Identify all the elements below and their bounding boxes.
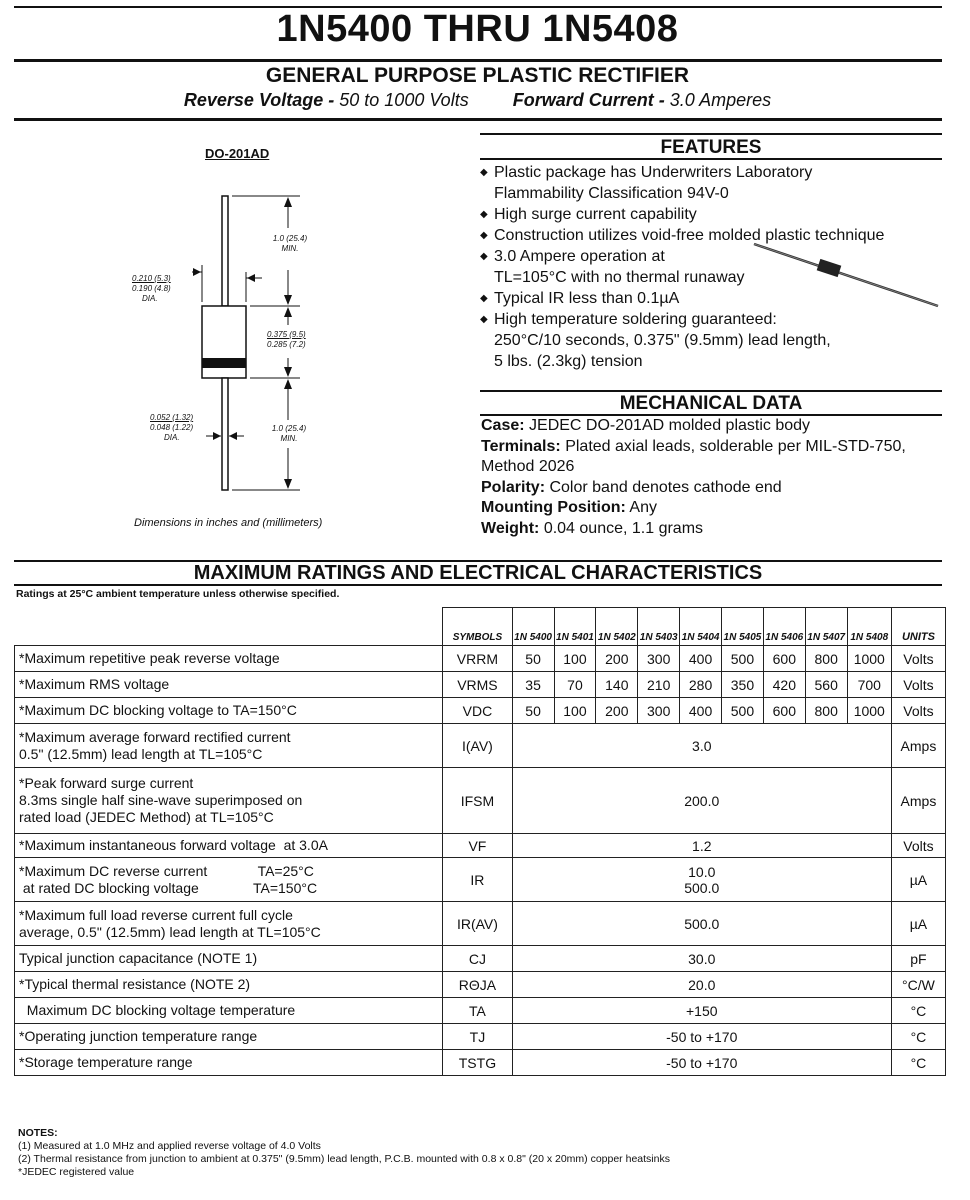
value-cell: 200	[596, 646, 638, 672]
symbol-cell: IR	[443, 858, 512, 902]
symbol-cell: TA	[443, 998, 512, 1024]
value-cell: +150	[512, 998, 891, 1024]
parameter-cell: *Maximum repetitive peak reverse voltage	[15, 646, 443, 672]
symbol-cell: VF	[443, 834, 512, 858]
value-cell: 400	[680, 646, 722, 672]
unit-cell: Volts	[891, 646, 945, 672]
symbol-cell: TSTG	[443, 1050, 512, 1076]
dimensions-caption: Dimensions in inches and (millimeters)	[134, 517, 323, 529]
value-cell: 600	[763, 646, 805, 672]
value-cell: 50	[512, 698, 554, 724]
value-cell: -50 to +170	[512, 1050, 891, 1076]
ratings-heading: MAXIMUM RATINGS AND ELECTRICAL CHARACTERISTICS	[193, 562, 763, 584]
value-cell: 500	[722, 646, 764, 672]
unit-cell: °C	[891, 1024, 945, 1050]
table-row	[15, 672, 946, 698]
unit-cell: °C/W	[891, 972, 945, 998]
value-cell: 700	[847, 672, 891, 698]
table-row	[15, 998, 946, 1024]
parameter-cell: *Maximum instantaneous forward voltage at 3.0A	[15, 834, 443, 858]
part-header: 1N 5406	[763, 608, 805, 646]
value-cell: 200.0	[512, 768, 891, 834]
feature-item: ◆ Typical IR less than 0.1µA	[480, 288, 940, 309]
forward-current-value: 3.0 Amperes	[669, 90, 772, 110]
dim-lead-bottom: 1.0 (25.4) MIN.	[271, 424, 307, 443]
value-cell: 1000	[847, 698, 891, 724]
forward-current-label: Forward Current -	[512, 90, 665, 110]
table-row	[15, 946, 946, 972]
units-header: UNITS	[891, 608, 945, 646]
notes: NOTES: (1) Measured at 1.0 MHz and applied reverse voltage of 4.0 Volts (2) Thermal resistance from junction to ambient at 0.375" (9.5mm) lead length, P.C.B. mounted with 0.8 x 0.8" (20 x 20mm) copper heatsinks *JEDEC registered value	[18, 1127, 670, 1178]
value-cell: 200	[596, 698, 638, 724]
value-cell: 500.0	[512, 902, 891, 946]
reverse-voltage-label: Reverse Voltage -	[183, 90, 335, 110]
mechanical-heading: MECHANICAL DATA	[619, 393, 803, 414]
parameter-cell: *Maximum average forward rectified current 0.5" (12.5mm) lead length at TL=105°C	[15, 724, 443, 768]
value-cell: 210	[638, 672, 680, 698]
value-cell: 140	[596, 672, 638, 698]
part-header: 1N 5405	[722, 608, 764, 646]
part-header: 1N 5404	[680, 608, 722, 646]
value-cell: 350	[722, 672, 764, 698]
value-cell: 800	[805, 646, 847, 672]
value-cell: 800	[805, 698, 847, 724]
symbol-cell: TJ	[443, 1024, 512, 1050]
value-cell: 10.0 500.0	[512, 858, 891, 902]
parameter-cell: *Peak forward surge current 8.3ms single half sine-wave superimposed on rated load (JEDEC Method) at TL=105°C	[15, 768, 443, 834]
page-title: 1N5400 THRU 1N5408	[276, 8, 679, 50]
reverse-voltage-value: 50 to 1000 Volts	[339, 90, 469, 110]
value-cell: 500	[722, 698, 764, 724]
table-row	[15, 646, 946, 672]
value-cell: 300	[638, 698, 680, 724]
package-name: DO-201AD	[205, 146, 270, 161]
parameter-cell: *Operating junction temperature range	[15, 1024, 443, 1050]
symbol-cell: IR(AV)	[443, 902, 512, 946]
unit-cell: °C	[891, 1050, 945, 1076]
unit-cell: µA	[891, 902, 945, 946]
parameter-cell: *Storage temperature range	[15, 1050, 443, 1076]
value-cell: 280	[680, 672, 722, 698]
mechanical-data: Case: JEDEC DO-201AD molded plastic body Terminals: Plated axial leads, solderable per MIL-STD-750, Method 2026 Polarity: Color band denotes cathode end Mounting Position: Any Weight: 0.04 ounce, 1.1 grams	[481, 417, 906, 537]
parameter-cell: *Typical thermal resistance (NOTE 2)	[15, 972, 443, 998]
dim-lead-top: 1.0 (25.4) MIN.	[272, 234, 308, 253]
feature-item: ◆ Construction utilizes void-free molded plastic technique	[480, 225, 940, 246]
dim-lead-diameter: 0.052 (1.32) 0.048 (1.22) DIA.	[150, 413, 194, 442]
unit-cell: Volts	[891, 672, 945, 698]
symbol-cell: I(AV)	[443, 724, 512, 768]
dim-body-length: 0.375 (9.5) 0.285 (7.2)	[267, 330, 306, 349]
header-bottom-rule	[14, 118, 942, 121]
feature-item: ◆ High temperature soldering guaranteed: 250°C/10 seconds, 0.375" (9.5mm) lead length, 5 lbs. (2.3kg) tension	[480, 309, 940, 372]
value-cell: 1.2	[512, 834, 891, 858]
parameter-cell: *Maximum RMS voltage	[15, 672, 443, 698]
unit-cell: Amps	[891, 768, 945, 834]
features-heading: FEATURES	[660, 137, 762, 158]
unit-cell: °C	[891, 998, 945, 1024]
ratings-rule-bottom	[14, 584, 942, 586]
value-cell: 35	[512, 672, 554, 698]
value-cell: 30.0	[512, 946, 891, 972]
value-cell: 20.0	[512, 972, 891, 998]
value-cell: 50	[512, 646, 554, 672]
symbol-cell: VRMS	[443, 672, 512, 698]
symbol-cell: IFSM	[443, 768, 512, 834]
value-cell: 420	[763, 672, 805, 698]
value-cell: 400	[680, 698, 722, 724]
symbol-cell: VDC	[443, 698, 512, 724]
unit-cell: Volts	[891, 834, 945, 858]
value-cell: 1000	[847, 646, 891, 672]
unit-cell: Amps	[891, 724, 945, 768]
value-cell: 100	[554, 646, 596, 672]
ratings-table	[14, 607, 946, 1076]
value-cell: 3.0	[512, 724, 891, 768]
parameter-cell: Typical junction capacitance (NOTE 1)	[15, 946, 443, 972]
part-header: 1N 5400	[512, 608, 554, 646]
value-cell: 300	[638, 646, 680, 672]
dim-body-diameter: 0.210 (5.3) 0.190 (4.8) DIA.	[132, 274, 171, 303]
feature-item: ◆ Plastic package has Underwriters Laboratory Flammability Classification 94V-0	[480, 162, 940, 204]
product-subtitle: GENERAL PURPOSE PLASTIC RECTIFIER	[265, 64, 690, 87]
package-outline-drawing	[120, 190, 360, 500]
value-cell: 560	[805, 672, 847, 698]
table-row	[15, 698, 946, 724]
parameter-cell: *Maximum full load reverse current full cycle average, 0.5" (12.5mm) lead length at TL=105°C	[15, 902, 443, 946]
table-row	[15, 858, 946, 902]
part-header: 1N 5403	[638, 608, 680, 646]
ratings-note: Ratings at 25°C ambient temperature unless otherwise specified.	[16, 588, 340, 600]
feature-item: ◆ High surge current capability	[480, 204, 940, 225]
symbols-header: SYMBOLS	[443, 608, 512, 646]
value-cell: -50 to +170	[512, 1024, 891, 1050]
table-row	[15, 768, 946, 834]
parameter-cell: *Maximum DC reverse current TA=25°C at rated DC blocking voltage TA=150°C	[15, 858, 443, 902]
symbol-cell: RΘJA	[443, 972, 512, 998]
unit-cell: µA	[891, 858, 945, 902]
part-header: 1N 5407	[805, 608, 847, 646]
unit-cell: Volts	[891, 698, 945, 724]
table-header-row	[15, 608, 946, 646]
table-row	[15, 902, 946, 946]
title-rule	[14, 59, 942, 62]
unit-cell: pF	[891, 946, 945, 972]
parameter-cell: Maximum DC blocking voltage temperature	[15, 998, 443, 1024]
value-cell: 70	[554, 672, 596, 698]
part-header: 1N 5402	[596, 608, 638, 646]
rectifier-photo-icon	[752, 240, 944, 310]
part-header: 1N 5401	[554, 608, 596, 646]
table-row	[15, 724, 946, 768]
features-rule-bottom	[480, 158, 942, 160]
features-rule-top	[480, 133, 942, 135]
rating-summary	[0, 90, 955, 111]
symbol-cell: CJ	[443, 946, 512, 972]
table-row	[15, 1024, 946, 1050]
part-header: 1N 5408	[847, 608, 891, 646]
symbol-cell: VRRM	[443, 646, 512, 672]
parameter-cell: *Maximum DC blocking voltage to TA=150°C	[15, 698, 443, 724]
table-row	[15, 834, 946, 858]
table-row	[15, 1050, 946, 1076]
value-cell: 600	[763, 698, 805, 724]
feature-item: ◆ 3.0 Ampere operation at TL=105°C with no thermal runaway	[480, 246, 940, 288]
table-row	[15, 972, 946, 998]
value-cell: 100	[554, 698, 596, 724]
mech-rule-top	[480, 390, 942, 392]
